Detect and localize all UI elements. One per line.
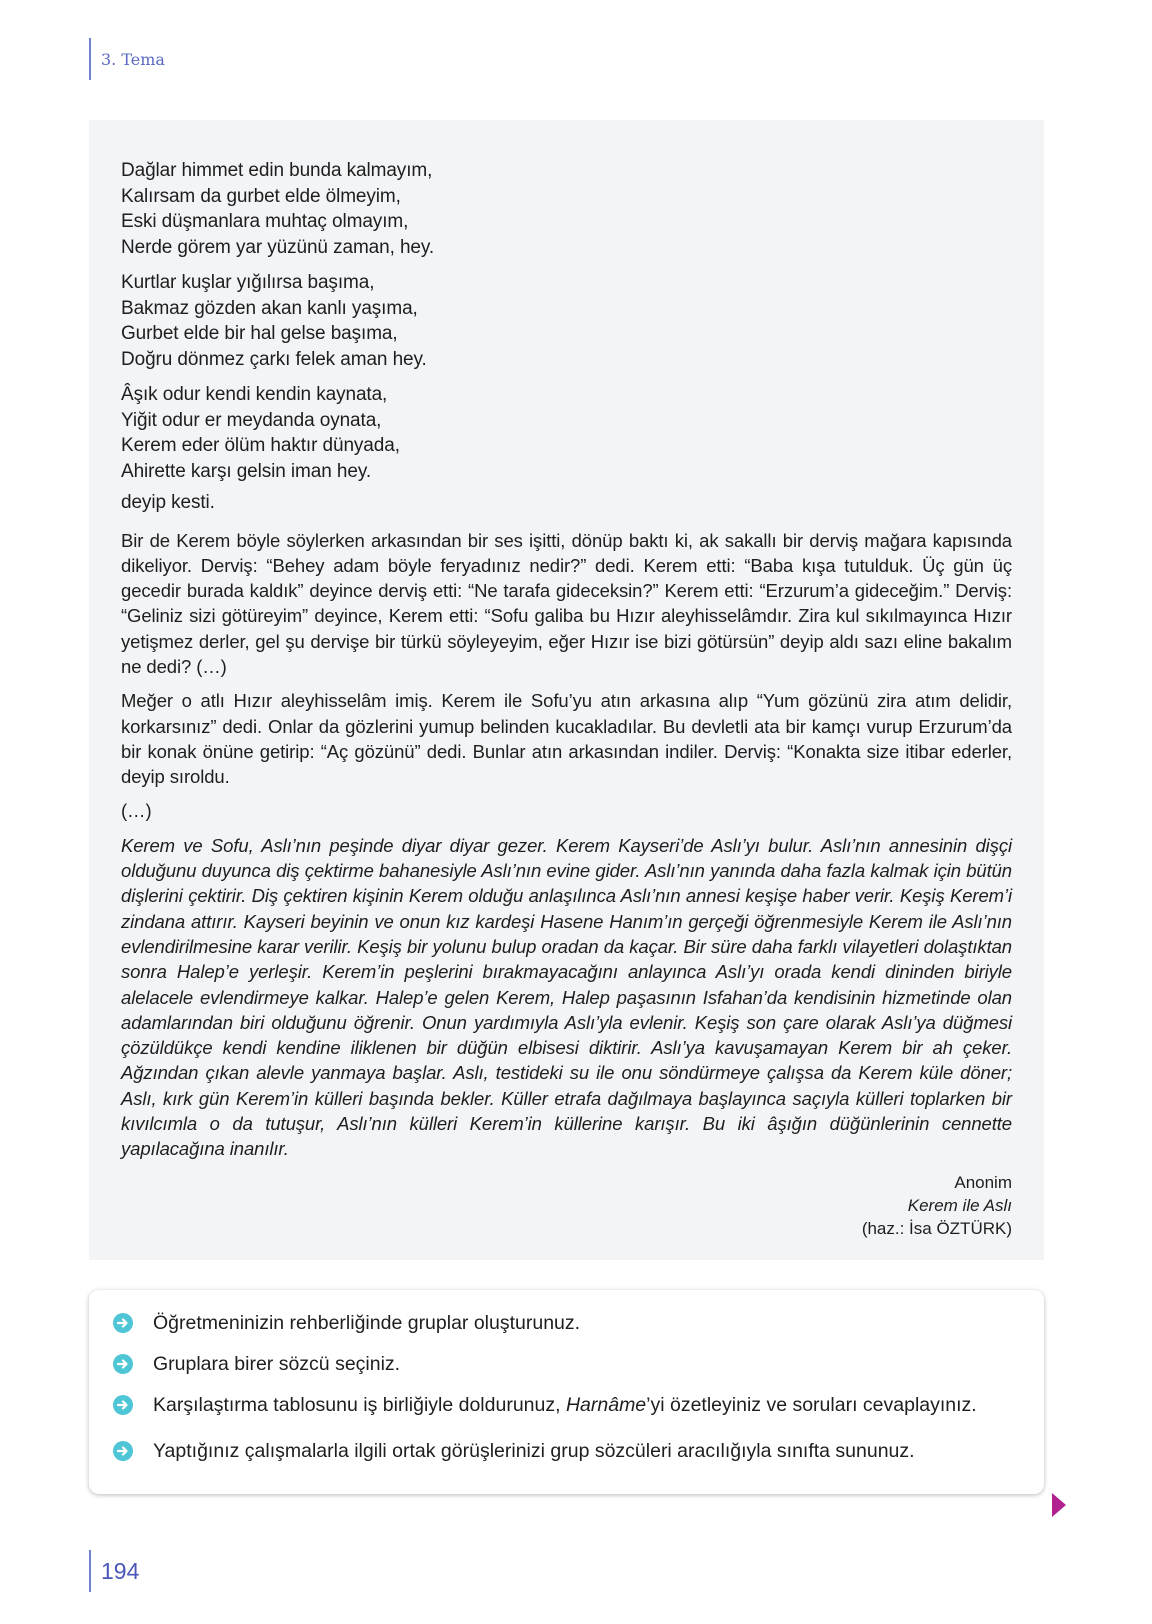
source-work: Kerem ile Aslı [907,1195,1012,1215]
poem-line: Kerem eder ölüm haktır dünyada, [121,435,400,456]
activity-item [113,1438,1020,1464]
work-title-emphasis: Harnâme [565,1394,647,1416]
page-footer [89,1550,139,1592]
chapter-title: 3. Tema [101,49,165,69]
arrow-circle-right-icon [113,1395,133,1415]
activity-text: Gruplara birer sözcü seçiniz. [153,1353,401,1375]
poem-line: Nerde görem yar yüzünü zaman, hey. [121,236,435,258]
source-editor: (haz.: İsa ÖZTÜRK) [861,1218,1012,1238]
after-poem-text: deyip kesti. [121,492,215,513]
poem-line: Âşık odur kendi kendin kaynata, [121,384,388,405]
arrow-circle-right-icon [113,1354,133,1374]
next-page-triangle-icon[interactable] [1052,1493,1066,1517]
poem-line: Kalırsam da gurbet elde ölmeyim, [121,185,401,207]
poem-line: Bakmaz gözden akan kanlı yaşıma, [121,297,418,319]
activity-text-post: ’yi özetleyiniz ve soruları cevaplayınız. [646,1394,977,1416]
activity-text: Öğretmeninizin rehberliğinde gruplar oluşturunuz. [153,1312,581,1334]
poem-line: Gurbet elde bir hal gelse başıma, [121,323,398,344]
poem-line: Eski düşmanlara muhtaç olmayım, [121,211,409,232]
arrow-circle-right-icon [113,1313,133,1333]
poem-stanza-1 [121,158,1012,260]
chapter-header [89,38,165,80]
story-paragraph-1: Bir de Kerem böyle söylerken arkasından bir ses işitti, dönüp baktı ki, ak sakallı bir derviş mağara kapısında dikeliyor. Derviş: “Behey adam böyle feryadınız nedir?” dedi. Kerem etti: “Baba kışa tutulduk. Üç gün üç gecedir burada kaldık” deyince derviş etti: “Ne tarafa gideceksin?” Kerem etti: “Erzurum’a gideceğim.” Derviş: “Geliniz sizi götüreyim” deyince, Kerem etti: “Sofu galiba bu Hızır aleyhisselâmdır. Zira kul sıkılmayınca Hızır yetişmez derler, gel şu dervişe bir türkü söyleyeyim, eğer Hızır ise bizi götürsün” deyip aldı sazı eline bakalım ne dedi? (…) [121,529,1012,677]
activity-text [153,1392,977,1418]
source-author: Anonim [954,1172,1012,1192]
activity-text-pre: Karşılaştırma tablosunu iş birliğiyle doldurunuz, [153,1394,566,1416]
ellipsis-paragraph: (…) [121,800,152,822]
activity-item [113,1351,1020,1377]
poem-line: Dağlar himmet edin bunda kalmayım, [121,160,433,181]
activity-item [113,1310,1020,1336]
poem-stanza-2 [121,270,1012,372]
poem-stanza-3 [121,382,1012,484]
activity-item [113,1392,1020,1418]
page-number: 194 [101,1557,140,1584]
source-citation [121,1171,1012,1240]
poem-line: Doğru dönmez çarkı felek aman hey. [121,348,427,370]
story-paragraph-2: Meğer o atlı Hızır aleyhisselâm imiş. Kerem ile Sofu’yu atın arkasına alıp “Yum gözünü zira atım delidir, korkarsınız” dedi. Onlar da gözlerini yumup belinden kucakladılar. Bu devletli ata bir kamçı vurup Erzurum’da bir konak önüne getirip: “Aç gözünü” dedi. Bunlar atın arkasından indiler. Derviş: “Konakta size itibar ederler, deyip sıroldu. [121,690,1012,788]
activity-instructions [89,1290,1044,1494]
activity-text: Yaptığınız çalışmalarla ilgili ortak görüşlerinizi grup sözcüleri aracılığıyla sınıfta sununuz. [153,1440,915,1462]
story-summary: Kerem ve Sofu, Aslı’nın peşinde diyar diyar gezer. Kerem Kayseri’de Aslı’yı bulur. Aslı’nın annesinin dişçi olduğunu duyunca diş çektirme bahanesiyle Aslı’nın evine gider. Aslı’nın yanında daha fazla kalmak için bütün dişlerini çektirir. Diş çektiren kişinin Kerem olduğu anlaşılınca Aslı’nın annesi keşişe haber verir. Keşiş Kerem’i zindana attırır. Kayseri beyinin ve onun kız kardeşi Hasene Hanım’ın gerçeği öğrenmesiyle Kerem ile Aslı’nın evlendirilmesine karar verilir. Keşiş bir yolunu bulup oradan da kaçar. Bir süre daha farklı vilayetleri dolaştıktan sonra Halep’e yerleşir. Kerem’in peşlerini bırakmayacağını anlayınca Aslı’yı orada kendi dininden biriyle alelacele evlendirmeye kalkar. Halep’e gelen Kerem, Halep paşasının Isfahan’da kendisinin hizmetinde olan adamlarından biri olduğunu öğrenir. Onun yardımıyla Aslı’yla evlenir. Keşiş son çare olarak Aslı’ya düğmesi çözüldükçe kendi kendine iliklenen bir düğün elbisesi diktirir. Aslı’ya kavuşamayan Kerem bir ah çeker. Ağzından çıkan alevle yanmaya başlar. Aslı, testideki su ile onu söndürmeye çalışsa da Kerem küle döner; Aslı, kırk gün Kerem’in külleri başında bekler. Küller etrafa dağılmaya başlayınca saçıyla külleri toplarken bir kıvılcımla o da tutuşur, Aslı’nın külleri Kerem’in küllerine karışır. Bu iki âşığın düğünlerinin cennette yapılacağına inanılır. [121,834,1012,1160]
poem-line: Yiğit odur er meydanda oynata, [121,409,382,431]
poem-line: Ahirette karşı gelsin iman hey. [121,460,371,482]
arrow-circle-right-icon [113,1441,133,1461]
reading-passage [89,120,1044,1260]
poem-line: Kurtlar kuşlar yığılırsa başıma, [121,272,375,293]
